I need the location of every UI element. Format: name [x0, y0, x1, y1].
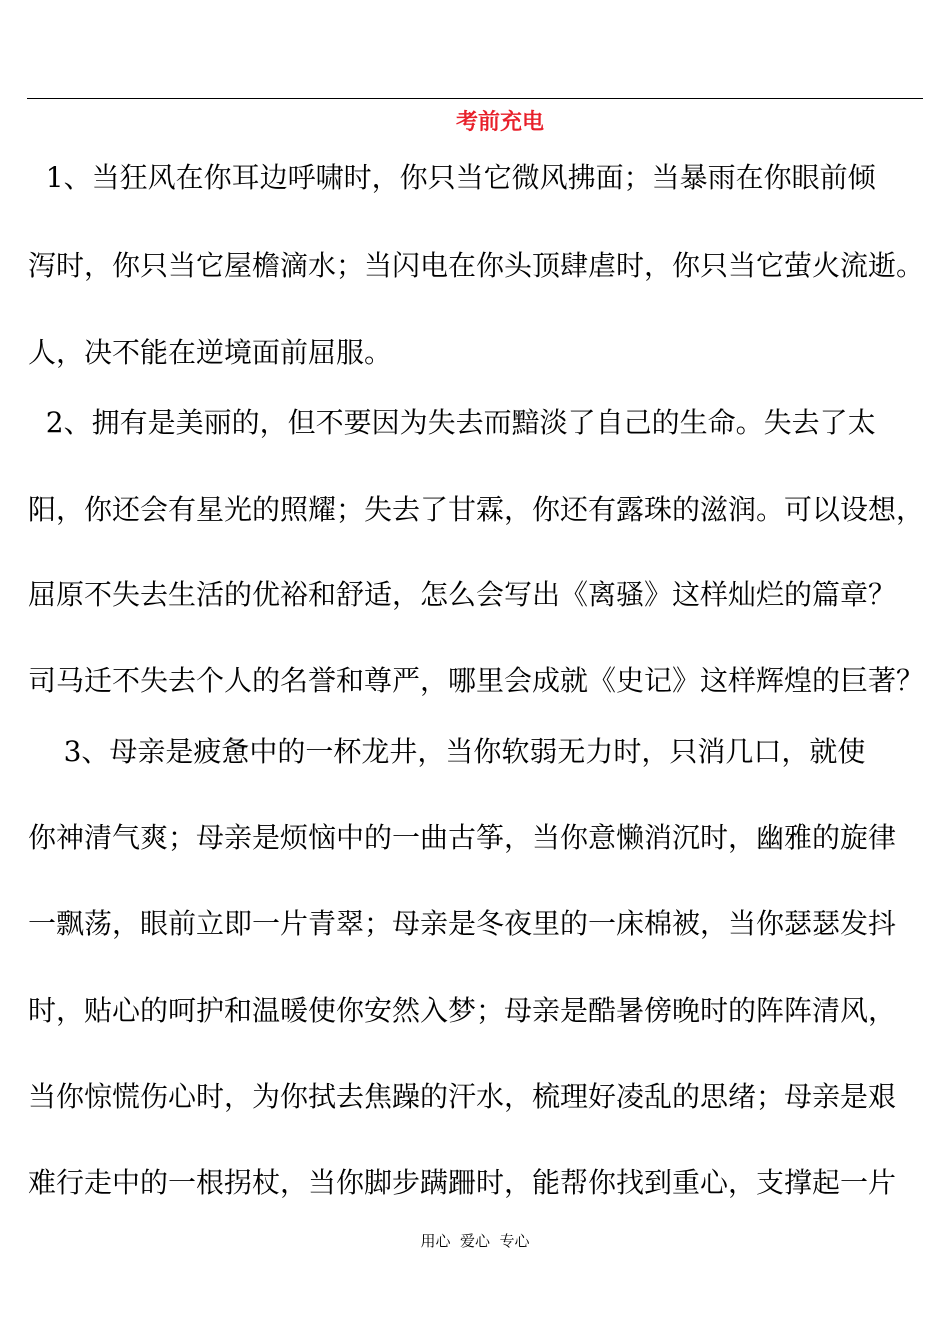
text-line-3: 人，决不能在逆境面前屈服。 — [28, 336, 393, 369]
text-line-7: 司马迁不失去个人的名誉和尊严，哪里会成就《史记》这样辉煌的巨著？ — [28, 664, 925, 697]
text-line-13: 难行走中的一根拐杖，当你脚步蹒跚时，能帮你找到重心，支撑起一片 — [28, 1166, 897, 1199]
text-line-5: 阳，你还会有星光的照耀；失去了甘霖，你还有露珠的滋润。可以设想， — [28, 493, 925, 526]
document-title: 考前充电 — [455, 110, 544, 135]
text-line-11: 时，贴心的呵护和温暖使你安然入梦；母亲是酷暑傍晚时的阵阵清风， — [28, 994, 897, 1027]
text-line-12: 当你惊慌伤心时，为你拭去焦躁的汗水，梳理好凌乱的思绪；母亲是艰 — [28, 1080, 897, 1113]
text-line-10: 一飘荡，眼前立即一片青翠；母亲是冬夜里的一床棉被，当你瑟瑟发抖 — [28, 907, 897, 940]
text-line-2: 泻时，你只当它屋檐滴水；当闪电在你头顶肆虐时，你只当它萤火流逝。 — [28, 249, 925, 282]
page-footer: 用心 爱心 专心 — [420, 1232, 530, 1250]
text-line-1: 1、当狂风在你耳边呼啸时，你只当它微风拂面；当暴雨在你眼前倾 — [28, 161, 876, 194]
text-line-4: 2、拥有是美丽的，但不要因为失去而黯淡了自己的生命。失去了太 — [28, 406, 876, 439]
text-line-9: 你神清气爽；母亲是烦恼中的一曲古筝，当你意懒消沉时，幽雅的旋律 — [28, 821, 897, 854]
text-line-8: 3、母亲是疲惫中的一杯龙井，当你软弱无力时，只消几口，就使 — [28, 735, 866, 768]
header-rule — [27, 98, 923, 99]
text-line-6: 屈原不失去生活的优裕和舒适，怎么会写出《离骚》这样灿烂的篇章？ — [28, 578, 897, 611]
